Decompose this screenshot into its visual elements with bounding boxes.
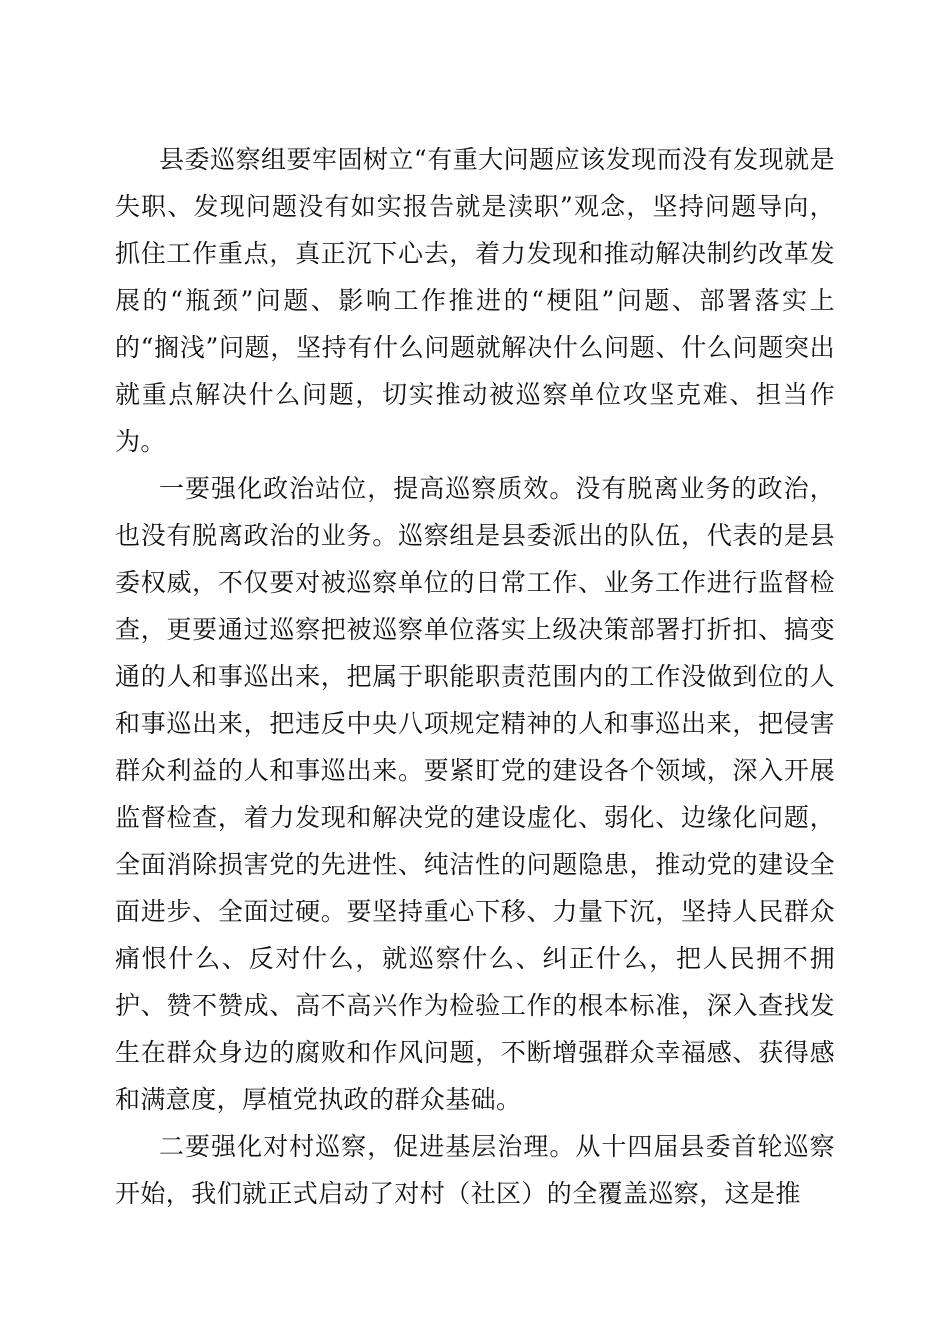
document-body	[115, 136, 835, 1217]
paragraph-2: 一要强化政治站位，提高巡察质效。没有脱离业务的政治，也没有脱离政治的业务。巡察组是县委派出的队伍，代表的是县委权威，不仅要对被巡察单位的日常工作、业务工作进行监督检查，更要通过巡察把被巡察单位落实上级决策部署打折扣、搞变通的人和事巡出来，把属于职能职责范围内的工作没做到位的人和事巡出来，把违反中央八项规定精神的人和事巡出来，把侵害群众利益的人和事巡出来。要紧盯党的建设各个领域，深入开展监督检查，着力发现和解决党的建设虚化、弱化、边缘化问题，全面消除损害党的先进性、纯洁性的问题隐患，推动党的建设全面进步、全面过硬。要坚持重心下移、力量下沉，坚持人民群众痛恨什么、反对什么，就巡察什么、纠正什么，把人民拥不拥护、赞不赞成、高不高兴作为检验工作的根本标准，深入查找发生在群众身边的腐败和作风问题，不断增强群众幸福感、获得感和满意度，厚植党执政的群众基础。	[115, 474, 835, 1114]
paragraph-3: 二要强化对村巡察，促进基层治理。从十四届县委首轮巡察开始，我们就正式启动了对村（社区）的全覆盖巡察，这是推	[115, 1132, 835, 1208]
paragraph-1: 县委巡察组要牢固树立“有重大问题应该发现而没有发现就是失职、发现问题没有如实报告就是渎职”观念，坚持问题导向，抓住工作重点，真正沉下心去，着力发现和推动解决制约改革发展的“瓶颈”问题、影响工作推进的“梗阻”问题、部署落实上的“搁浅”问题，坚持有什么问题就解决什么问题、什么问题突出就重点解决什么问题，切实推动被巡察单位攻坚克难、担当作为。	[115, 145, 835, 456]
